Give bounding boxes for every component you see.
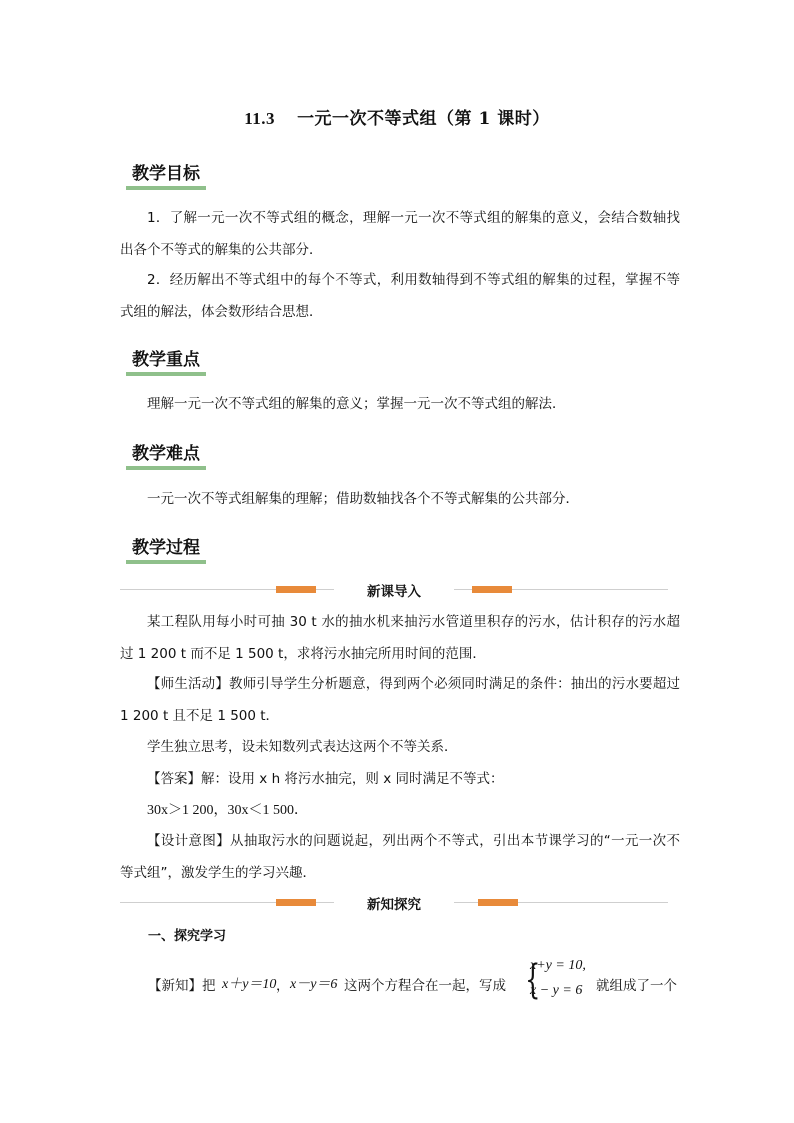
- intro-paragraph-2: 【师生活动】教师引导学生分析题意，得到两个必须同时满足的条件：抽出的污水要超过 1 200 t 且不足 1 500 t．: [120, 676, 680, 724]
- equation-separator: ，: [276, 978, 290, 994]
- heading-text: 教学难点: [132, 444, 200, 464]
- section-heading-process: [126, 534, 206, 564]
- divider-pill-left: [276, 899, 316, 906]
- section-divider-intro: [120, 580, 668, 600]
- equation-1: x＋y＝10: [222, 977, 277, 992]
- lesson-title: 一元一次不等式组（第 1 课时）: [297, 109, 550, 129]
- heading-text: 教学过程: [132, 538, 200, 558]
- section-label-intro: 新课导入: [334, 580, 454, 600]
- new-knowledge-line: [148, 958, 688, 1008]
- lesson-number: 11.3: [244, 109, 276, 128]
- heading-underline: [126, 560, 206, 564]
- key-paragraph: 理解一元一次不等式组的解集的意义；掌握一元一次不等式组的解法．: [147, 396, 566, 412]
- system-equation-bottom: x − y = 6: [530, 983, 583, 998]
- system-equation-top: x+y = 10,: [530, 958, 586, 973]
- divider-pill-left: [276, 586, 316, 593]
- intro-design-intent: 【设计意图】从抽取污水的问题说起，列出两个不等式，引出本节课学习的“一元一次不等式组”，激发学生的学习兴趣．: [120, 833, 680, 881]
- new-knowledge-prefix: 【新知】把: [148, 978, 216, 994]
- divider-pill-right: [478, 899, 518, 906]
- difficult-paragraph: 一元一次不等式组解集的理解；借助数轴找各个不等式解集的公共部分．: [147, 491, 579, 507]
- system-brace: {: [525, 957, 541, 1003]
- heading-underline: [126, 466, 206, 470]
- section-heading-key: [126, 346, 206, 376]
- explore-subheading: 一、探究学习: [148, 929, 227, 944]
- new-knowledge-middle: 这两个方程合在一起，写成: [344, 978, 506, 994]
- divider-pill-right: [472, 586, 512, 593]
- section-label-explore: 新知探究: [334, 893, 454, 913]
- equation-2: x－y＝6: [290, 977, 338, 992]
- section-heading-goals: [126, 160, 206, 190]
- heading-underline: [126, 372, 206, 376]
- heading-text: 教学重点: [132, 350, 200, 370]
- section-heading-difficult: [126, 440, 206, 470]
- goal-paragraph-2: 2．经历解出不等式组中的每个不等式，利用数轴得到不等式组的解集的过程，掌握不等式组的解法，体会数形结合思想．: [120, 272, 680, 320]
- new-knowledge-suffix: 就组成了一个: [596, 978, 677, 994]
- heading-text: 教学目标: [132, 164, 200, 184]
- intro-paragraph-3: 学生独立思考，设未知数列式表达这两个不等关系．: [147, 739, 458, 755]
- section-divider-explore: [120, 893, 668, 913]
- intro-answer: 【答案】解：设用 x h 将污水抽完，则 x 同时满足不等式：: [147, 771, 504, 787]
- goal-paragraph-1: 1．了解一元一次不等式组的概念，理解一元一次不等式组的解集的意义，会结合数轴找出各个不等式的解集的公共部分．: [120, 210, 680, 258]
- intro-paragraph-1: 某工程队用每小时可抽 30 t 水的抽水机来抽污水管道里积存的污水，估计积存的污水超过 1 200 t 而不足 1 500 t，求将污水抽完所用时间的范围．: [120, 614, 680, 662]
- heading-underline: [126, 186, 206, 190]
- intro-inequalities: 30x＞1 200，30x＜1 500．: [147, 803, 308, 818]
- page-title: [0, 104, 794, 129]
